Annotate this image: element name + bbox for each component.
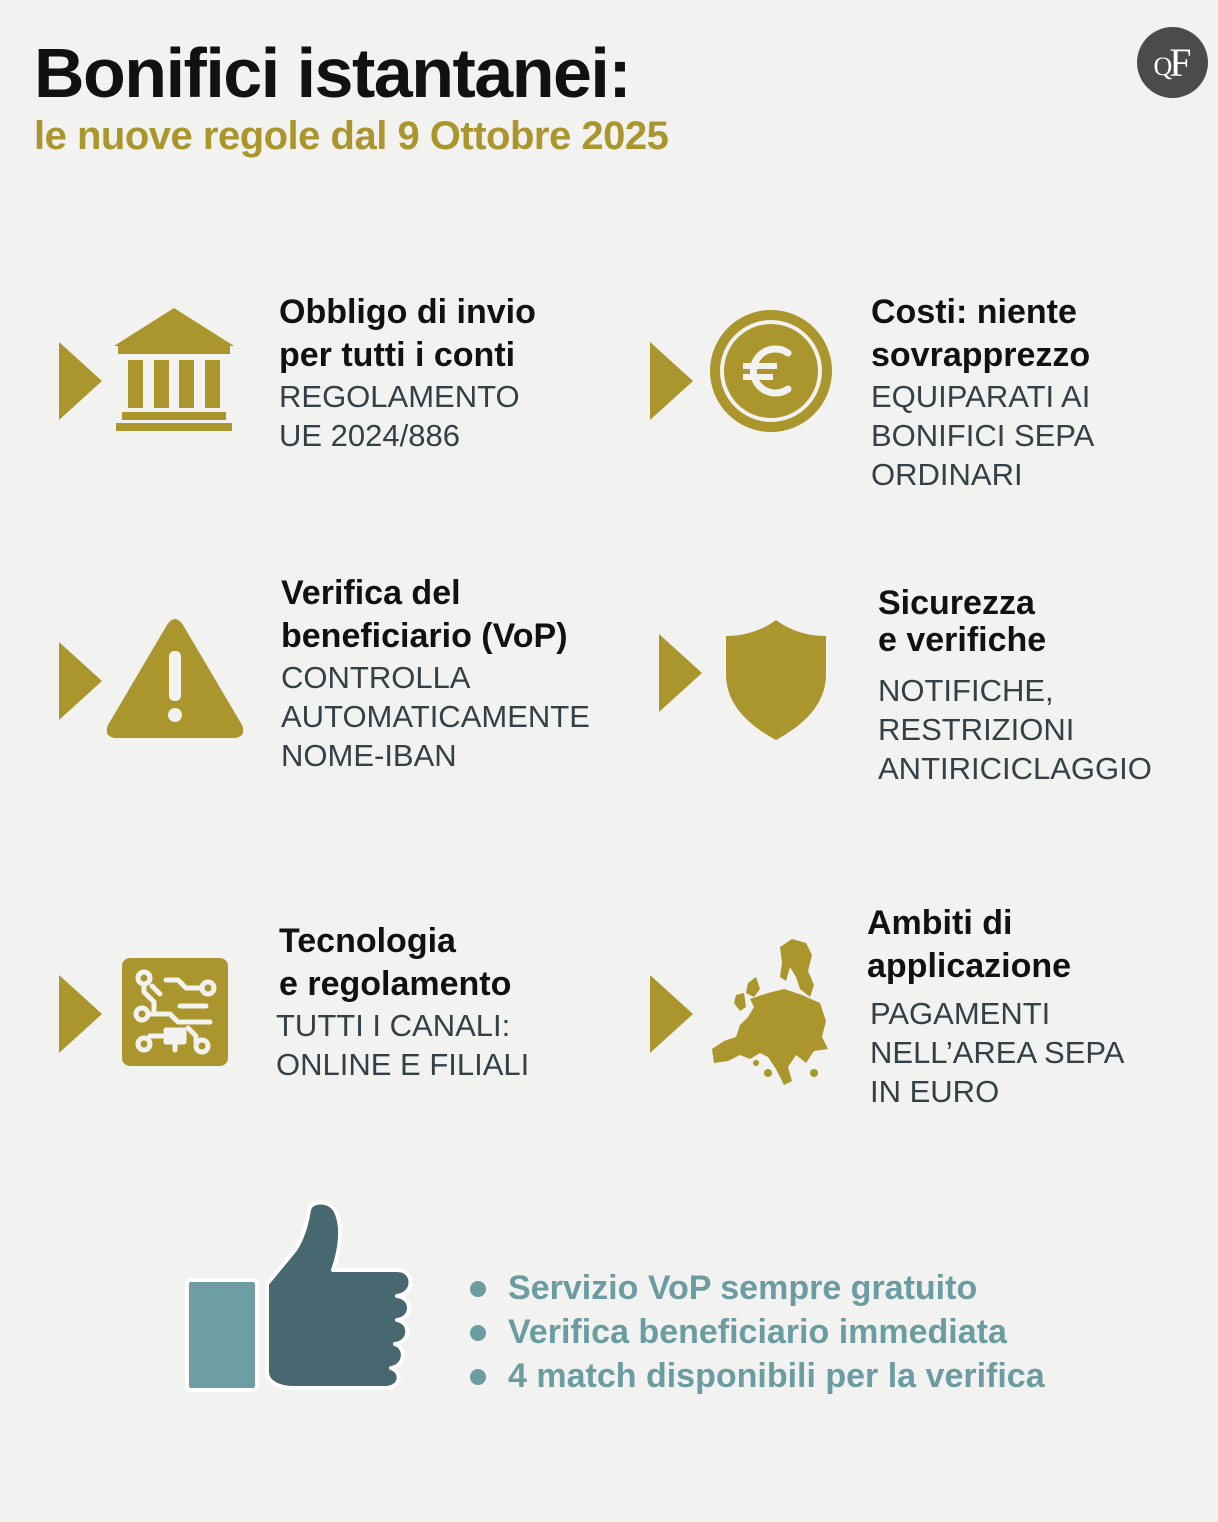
arrow-marker-icon (59, 975, 102, 1053)
feature-heading (281, 572, 590, 658)
heading-line: applicazione (867, 947, 1072, 985)
feature-heading (878, 585, 1152, 659)
description-line: ORDINARI (871, 457, 1023, 492)
heading-line: beneficiario (VoP) (281, 617, 568, 655)
bullet-dot-icon (470, 1369, 486, 1385)
bullet-item (470, 1266, 1045, 1310)
description-line: EQUIPARATI AI (871, 379, 1091, 414)
bullet-text: 4 match disponibili per la verifica (508, 1357, 1045, 1395)
arrow-marker-icon (59, 642, 102, 720)
europe-map-icon (710, 937, 832, 1087)
heading-line: Obbligo di invio (279, 293, 536, 331)
description-line: BONIFICI SEPA (871, 418, 1095, 453)
arrow-marker-icon (659, 634, 702, 712)
description-line: AUTOMATICAMENTE (281, 699, 590, 734)
heading-line: e verifiche (878, 621, 1047, 659)
page-subtitle: le nuove regole dal 9 Ottobre 2025 (34, 114, 669, 158)
description-line: IN EURO (870, 1074, 1000, 1109)
description-line: CONTROLLA (281, 660, 471, 695)
feature-heading (279, 920, 529, 1006)
description-line: NOTIFICHE, (878, 673, 1054, 708)
feature-obbligo (279, 291, 536, 455)
qf-logo (1137, 27, 1208, 98)
arrow-marker-icon (650, 342, 693, 420)
bullet-dot-icon (470, 1325, 486, 1341)
arrow-marker-icon (650, 975, 693, 1053)
feature-description (279, 377, 536, 455)
warning-icon (105, 617, 245, 739)
feature-ambiti (867, 902, 1124, 1111)
logo-letter-f: F (1169, 40, 1192, 85)
feature-description (281, 658, 590, 775)
bank-icon (114, 308, 234, 432)
description-line: UE 2024/886 (279, 418, 460, 453)
heading-line: e regolamento (279, 965, 512, 1003)
description-line: PAGAMENTI (870, 996, 1051, 1031)
feature-description (878, 671, 1152, 788)
bullet-item (470, 1354, 1045, 1398)
thumbs-up-icon (183, 1200, 419, 1392)
page-title: Bonifici istantanei: (34, 34, 631, 112)
description-line: RESTRIZIONI (878, 712, 1075, 747)
feature-heading (871, 291, 1094, 377)
description-line: REGOLAMENTO (279, 379, 520, 414)
description-line: ANTIRICICLAGGIO (878, 751, 1152, 786)
feature-verifica (281, 572, 590, 775)
bullet-dot-icon (470, 1281, 486, 1297)
bullet-text: Servizio VoP sempre gratuito (508, 1269, 978, 1307)
heading-line: Ambiti di (867, 904, 1013, 942)
description-line: TUTTI I CANALI: (276, 1008, 511, 1043)
summary-bullets (470, 1266, 1045, 1398)
heading-line: sovrapprezzo (871, 336, 1091, 374)
feature-description (276, 1006, 529, 1084)
feature-heading (279, 291, 536, 377)
feature-description (871, 377, 1094, 494)
bullet-item (470, 1310, 1045, 1354)
euro-coin-icon (709, 309, 833, 433)
circuit-chip-icon (122, 958, 228, 1066)
heading-line: Sicurezza (878, 584, 1035, 622)
feature-heading (867, 902, 1124, 988)
feature-sicurezza (878, 585, 1152, 788)
feature-tecnologia (276, 920, 530, 1084)
heading-line: Verifica del (281, 574, 461, 612)
heading-line: per tutti i conti (279, 336, 516, 374)
description-line: ONLINE E FILIALI (276, 1047, 530, 1082)
feature-description (870, 994, 1124, 1111)
shield-icon (724, 620, 828, 740)
arrow-marker-icon (59, 342, 102, 420)
bullet-text: Verifica beneficiario immediata (508, 1313, 1007, 1351)
heading-line: Costi: niente (871, 293, 1077, 331)
logo-letter-q: Q (1153, 51, 1173, 81)
heading-line: Tecnologia (279, 922, 456, 960)
description-line: NOME-IBAN (281, 738, 457, 773)
feature-costi (871, 291, 1094, 494)
description-line: NELL’AREA SEPA (870, 1035, 1125, 1070)
